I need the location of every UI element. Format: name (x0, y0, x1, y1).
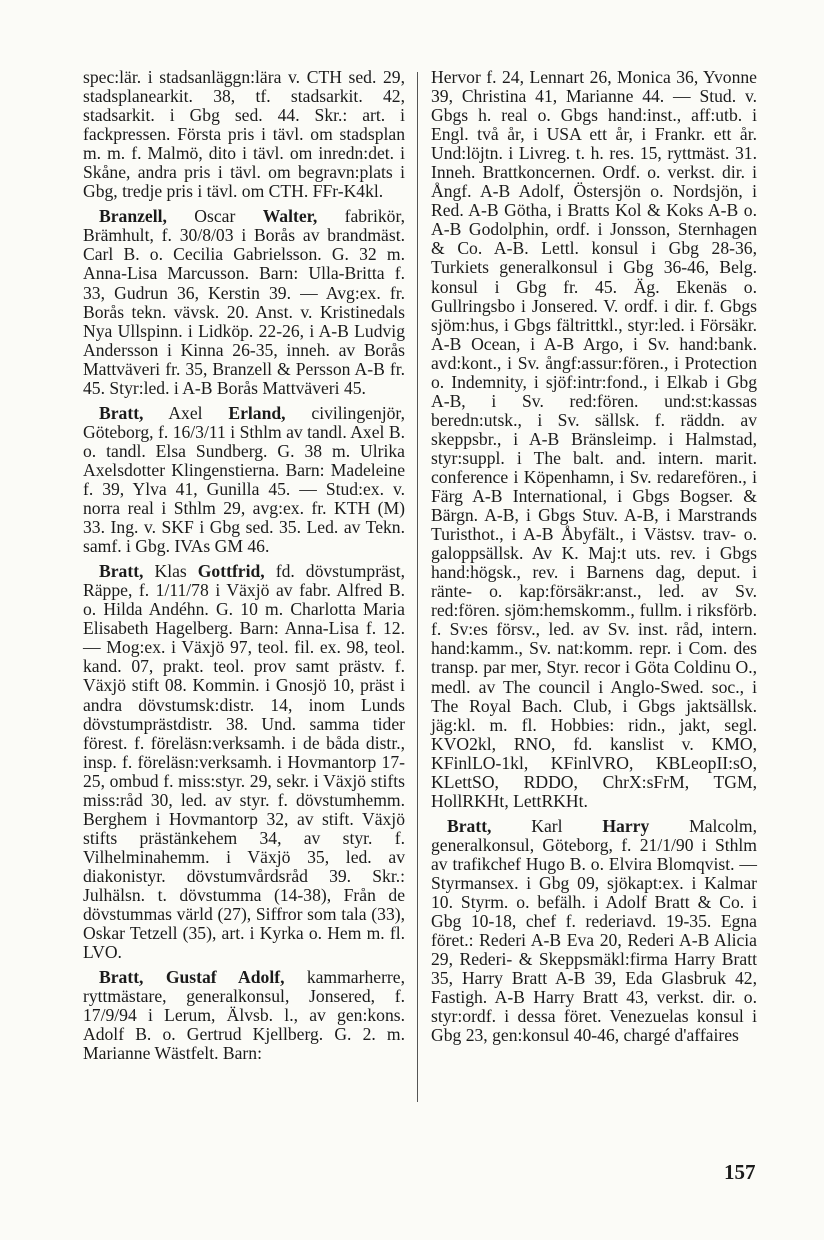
entry-surname: Bratt, (99, 561, 144, 582)
entry-bratt-erland (83, 404, 405, 556)
continuation-text: Hervor f. 24, Lennart 26, Monica 36, Yvonne 39, Christina 41, Marianne 44. — Stud. v. Gbgs h. real o. Gbgs hand:inst., aff:utb. i Engl. två år, i USA ett år, i Frankr. ett år. Und:löjtn. i Livreg. t. h. res. 15, ryttmäst. 31. Inneh. Brattkoncernen. Ordf. o. verkst. dir. i Ångf. A-B Adolf, Östersjön o. Nordsjön, i Red. A-B Götha, i Bratts Kol & Koks A-B o. A-B Godolphin, ordf. i Jonsson, Sternhagen & Co. A-B. Lettl. konsul i Gbg 28-36, Turkiets generalkonsul i Gbg 36-46, Belg. konsul i Gbg fr. 45. Äg. Ekenäs o. Gullringsbo i Jonsered. V. ordf. i dir. f. Gbgs sjöm:hus, i Gbgs fältrittkl., styr:led. i Försäkr. A-B Ocean, i A-B Argo, i Sv. hand:bank. avd:kont., i Sv. ångf:assur:fören., i Protection o. Indemnity, i sjöf:intr:fond., i Elkab i Gbg A-B, i Sv. red:fören. und:st:kassas beredn:utsk., i Sv. sällsk. f. räddn. av skeppsbr., i A-B Bränsleimp. i Halmstad, styr:suppl. i The balt. and. intern. marit. conference i Köpenhamn, i Sv. redarefören., i Färg A-B International, i Gbgs Bogser. & Bärgn. A-B, i Gbgs Stuv. A-B, i Marstrands Turisthot., i A-B Åbyfält., i Västsv. trav- o. galoppsällsk. Av K. Maj:t uts. rev. i Gbgs hand:högsk., rev. i Barnens dag, deput. i ränte- o. kap:försäkr:anst., led. av Sv. red:fören. sjöm:hemskomm., fullm. i riksförb. f. Sv:es försv., led. av Sv. inst. råd, intern. hand:kamm., Sv. nat:komm. repr. i Com. des transp. par mer, Styr. recor i Göta Coldinu O., medl. av The council i Anglo-Swed. soc., i The Royal Bach. Club, i Gbgs jaktsällsk. jäg:kl. m. fl. Hobbies: ridn., jakt, segl. KVO2kl, RNO, fd. kanslist v. KMO, KFinlLO-1kl, KFinlVRO, KBLeopII:sO, KLettSO, RDDO, ChrX:sFrM, TGM, HollRKHt, LettRKHt. (431, 67, 757, 811)
entry-forename (143, 967, 165, 987)
entry-forename: Oscar (166, 206, 263, 227)
entry-surname: Bratt, (99, 402, 144, 423)
continuation-text: spec:lär. i stadsanläggn:lära v. CTH sed. 29, stadsplanearkit. 38, tf. stadsarkit. 42, stadsarkit. i Gbg sed. 44. Skr.: art. i fackpressen. Första pris i tävl. om stadsplan m. m. f. Malmö, dito i tävl. om inredn:det. i Skåne, andra pris i tävl. om begravn:plats i Gbg, tredje pris i tävl. om CTH. FFr-K4kl. (83, 67, 405, 202)
entry-given-name: Erland, (228, 402, 286, 423)
entry-text: fd. dövstumpräst, Räppe, f. 1/11/78 i Växjö av fabr. Alfred B. o. Hilda Andéhn. G. 10 m. Charlotta Maria Elisabeth Hagelberg. Barn: Anna-Lisa f. 12. — Mog:ex. i Växjö 97, teol. fil. ex. 98, teol. kand. 07, prakt. teol. prov samt prästv. f. Växjö stift 08. Kommin. i Gnosjö 10, präst i andra dövstumsk:distr. 14, inom Lunds dövstumprästdistr. 38. Und. samma tider förest. f. föreläsn:verksamh. i de båda distr., insp. f. föreläsn:verksamh. i Hovmantorp 17-25, ombud f. miss:styr. 29, sekr. i Växjö stifts miss:råd 30, led. av styr. f. dövstumhemm. Berghem i Hovmantorp 32, av stift. Växjö stifts prästänkehem 34, av styr. f. Vilhelminahemm. i Växjö 35, led. av diakonistyr. dövstumvårdsråd 39. Skr.: Julhälsn. t. dövstumma (14-38), Från de dövstummas värld (27), Siffror som tala (33), Oskar Tetzell (35), art. i Kyrka o. Hem m. fl. LVO. (83, 561, 405, 963)
entry-bratt-harry (431, 817, 757, 1046)
entry-surname: Bratt, (99, 967, 144, 988)
right-column (431, 68, 757, 1045)
entry-forename: Klas (143, 561, 198, 582)
entry-text: Malcolm, generalkonsul, Göteborg, f. 21/1/90 i Sthlm av trafikchef Hugo B. o. Elvira Blomqvist. — Styrmansex. i Gbg 09, sjökapt:ex. i Kalmar 10. Styrm. o. befälh. i Adolf Bratt & Co. i Gbg 10-18, chef f. rederiavd. 19-35. Egna föret.: Rederi A-B Eva 20, Rederi A-B Alicia 29, Rederi- & Skeppsmäkl:firma Harry Bratt 35, Harry Bratt A-B 39, Eda Glasbruk 42, Fastigh. A-B Harry Bratt 43, verkst. dir. o. styr:ordf. i dessa föret. Venezuelas konsul i Gbg 23, gen:konsul 40-46, chargé d'affaires (431, 815, 757, 1046)
entry-given-name: Walter, (262, 206, 318, 227)
entry-surname: Bratt, (447, 815, 492, 836)
entry-forename: Axel (143, 402, 229, 423)
column-divider (417, 72, 418, 1102)
entry-forename: Karl (491, 815, 603, 836)
entry-text: kammarherre, ryttmästare, generalkonsul, Jonsered, f. 17/9/94 i Lerum, Älvsb. l., av gen:kons. Adolf B. o. Gertrud Kjellberg. G. 2. m. Marianne Wästfelt. Barn: (83, 967, 405, 1064)
entry-given-name: Harry (602, 815, 650, 836)
entry-bratt-gottfrid (83, 562, 405, 962)
entry-given-name: Gustaf Adolf, (165, 967, 285, 988)
entry-text: civilingenjör, Göteborg, f. 16/3/11 i Sthlm av tandl. Axel B. o. tandl. Elsa Sundberg. G. 38 m. Ulrika Axelsdotter Klingenstierna. Barn: Madeleine f. 39, Ylva 41, Gunilla 45. — Stud:ex. v. norra real i Sthlm 29, avg:ex. fr. KTH (M) 33. Ing. v. SKF i Gbg sed. 35. Led. av Tekn. samf. i Gbg. IVAs GM 46. (83, 402, 405, 557)
entry-surname: Branzell, (99, 206, 167, 227)
entry-text: fabrikör, Brämhult, f. 30/8/03 i Borås av brandmäst. Carl B. o. Cecilia Gabrielsson. G. 32 m. Anna-Lisa Marcusson. Barn: Ulla-Britta f. 33, Gudrun 36, Kerstin 39. — Avg:ex. fr. Borås tekn. vävsk. 20. Anst. v. Kristinedals Nya Ullspinn. i Lidköp. 22-26, i A-B Ludvig Andersson i Kinna 26-35, inneh. av Borås Mattväveri fr. 35, Branzell & Persson A-B fr. 45. Styr:led. i A-B Borås Mattväveri 45. (83, 206, 405, 398)
entry-branzell-walter (83, 207, 405, 397)
entry-bratt-gustaf-adolf (83, 968, 405, 1063)
left-column (83, 68, 405, 1063)
page-number: 157 (724, 1160, 756, 1184)
entry-given-name: Gottfrid, (197, 561, 265, 582)
